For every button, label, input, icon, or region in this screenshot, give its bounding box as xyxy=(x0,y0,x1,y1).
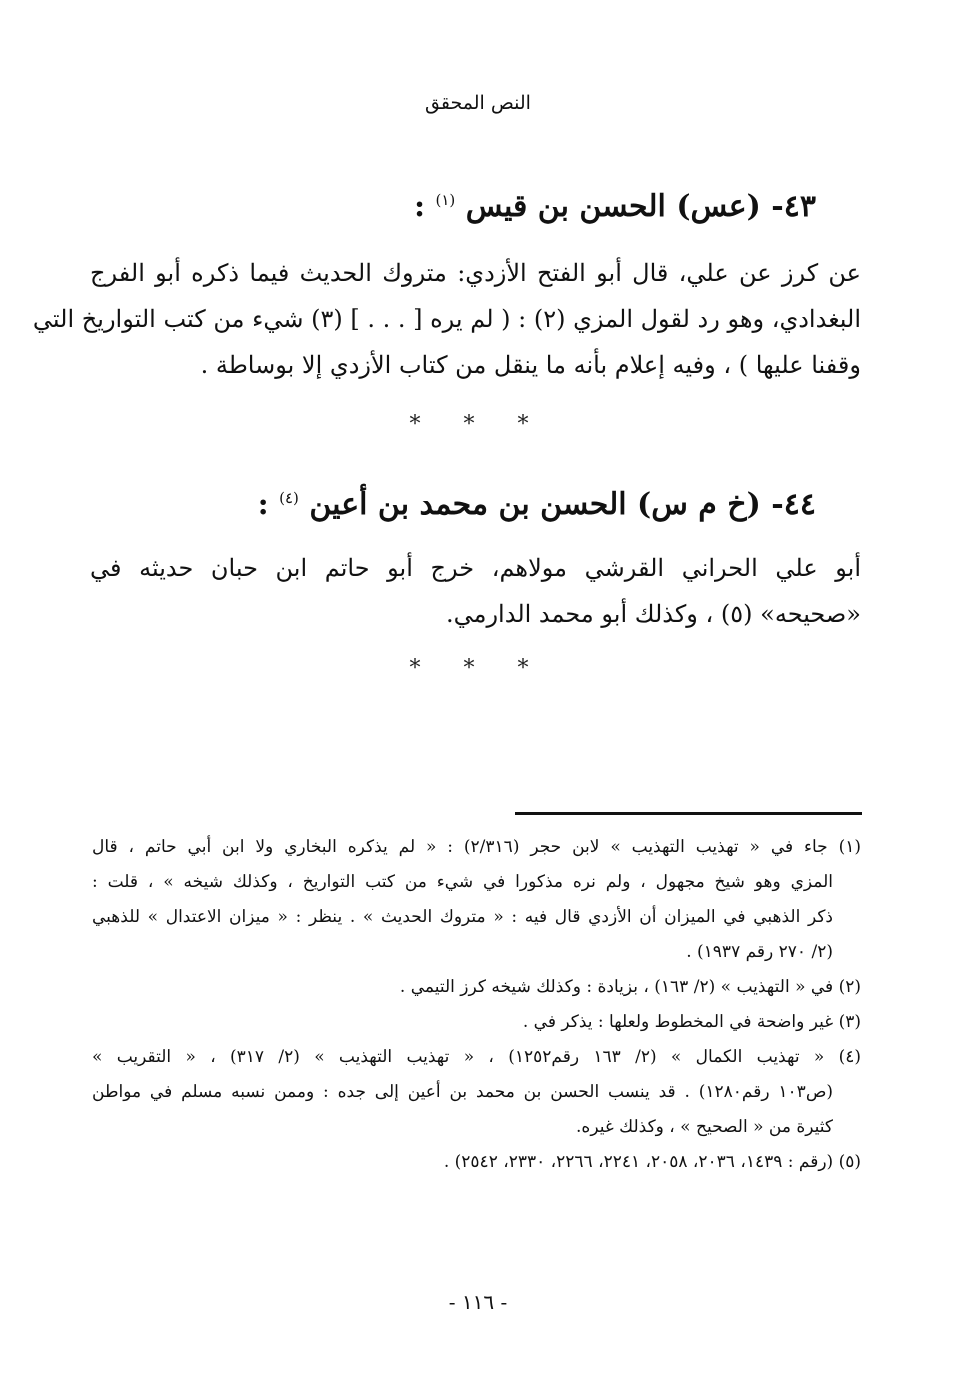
entry-43-title xyxy=(414,180,816,227)
page-number: - ١١٦ - xyxy=(448,1290,508,1314)
body-line: البغدادي، وهو رد لقول المزي (٢) : ( لم يره [ . . . ] (٣) شيء من كتب التواريخ التي xyxy=(32,305,861,333)
footnote-2 xyxy=(92,970,861,1005)
footnote-line: (١) جاء في « تهذيب التهذيب » لابن حجر (٢/٣١٦) : « لم يذكره البخاري ولا ابن أبي حاتم ، قال xyxy=(92,837,861,857)
footnote-rule xyxy=(515,812,862,815)
body-line: «صحيحه» (٥) ، وكذلك أبو محمد الدارمي. xyxy=(445,600,861,628)
footnote-line: (٣) غير واضحة في المخطوط ولعلها : يذكر في . xyxy=(522,1012,861,1032)
footnotes xyxy=(92,830,861,1180)
footnote-line: كثيرة من « الصحيح » ، وكذلك غيره. xyxy=(576,1117,833,1137)
footnote-line: (ص١٠٣ رقم١٢٨٠) . قد ينسب الحسن بن محمد بن أعين إلى جده : وممن نسبه مسلم في مواطن xyxy=(92,1082,833,1102)
body-line: أبو علي الحراني القرشي مولاهم، خرج أبو حاتم ابن حبان حديثه في xyxy=(90,554,861,582)
body-line: عن كرز عن علي، قال أبو الفتح الأزدي: متروك الحديث فيما ذكره أبو الفرج xyxy=(90,259,861,287)
body-line: وقفنا عليها ) ، وفيه إعلام بأنه ما ينقل من كتاب الأزدي إلا بوساطة . xyxy=(200,351,861,379)
footnote-ref[interactable]: (٤) xyxy=(279,489,299,507)
entry-43-body xyxy=(32,250,861,388)
footnote-line: المزي وهو شيخ مجهول ، ولم نره مذكورا في شيء من كتب التواريخ ، وكذلك شيخه » ، قلت : xyxy=(92,872,833,892)
section-separator: * * * xyxy=(409,656,547,681)
footnote-line: (٤) « تهذيب الكمال » (٢/ ١٦٣ رقم١٢٥٢) ، « تهذيب التهذيب » (٢/ ٣١٧) ، « التقريب » xyxy=(92,1047,861,1067)
footnote-1 xyxy=(92,830,861,970)
entry-title-colon: : xyxy=(257,487,269,522)
footnote-line: (٢/ ٢٧٠ رقم ١٩٣٧) . xyxy=(686,942,833,962)
entry-44-body xyxy=(90,545,861,637)
entry-title-text: ٤٤- (خ م س) الحسن بن محمد بن أعين xyxy=(309,487,816,522)
section-separator: * * * xyxy=(409,412,547,437)
footnote-line: (٥) (رقم : ١٤٣٩، ٢٠٣٦، ٢٠٥٨، ٢٢٤١، ٢٢٦٦، ٢٣٣٠، ٢٥٤٢) . xyxy=(443,1152,861,1172)
footnote-5 xyxy=(92,1145,861,1180)
entry-title-colon: : xyxy=(413,189,426,224)
running-header: النص المحقق xyxy=(425,92,531,114)
footnote-line: ذكر الذهبي في الميزان أن الأزدي قال فيه : « متروك الحديث » . ينظر : « ميزان الاعتدال » للذهبي xyxy=(92,907,833,927)
entry-44-title xyxy=(258,478,816,525)
footnote-4 xyxy=(92,1040,861,1145)
footnote-ref[interactable]: (١) xyxy=(435,191,456,209)
entry-title-text: ٤٣- (عس) الحسن بن قيس xyxy=(465,189,816,224)
footnote-line: (٢) في « التهذيب » (٢/ ١٦٣) ، بزيادة : وكذلك شيخه كرز التيمي . xyxy=(399,977,861,997)
footnote-3 xyxy=(92,1005,861,1040)
